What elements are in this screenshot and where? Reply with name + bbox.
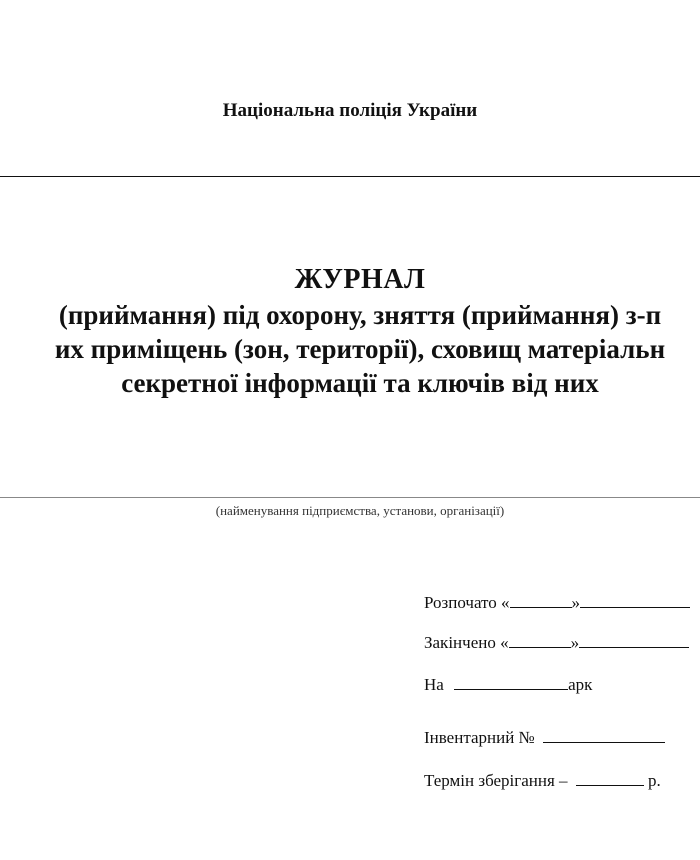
document-subtitle	[0, 298, 700, 400]
organization-header: Національна поліція України	[222, 100, 478, 121]
started-day-blank[interactable]	[510, 592, 572, 608]
retention-suffix: р.	[648, 771, 661, 790]
retention-field	[424, 770, 661, 791]
sheets-suffix: арк	[568, 675, 593, 694]
inventory-label: Інвентарний №	[424, 728, 535, 747]
started-label: Розпочато «	[424, 593, 510, 612]
sheets-label: На	[424, 675, 444, 694]
started-field	[424, 592, 690, 613]
sheets-count-blank[interactable]	[454, 674, 568, 690]
organization-name-caption: (найменування підприємства, установи, організації)	[215, 503, 505, 518]
subtitle-line-2: их приміщень (зон, території), сховищ матеріальн	[54, 334, 666, 364]
finished-field	[424, 632, 689, 653]
inventory-number-blank[interactable]	[543, 727, 665, 743]
finished-day-blank[interactable]	[509, 632, 571, 648]
sheets-field	[424, 674, 592, 695]
retention-years-blank[interactable]	[576, 770, 644, 786]
started-mid: »	[571, 593, 581, 612]
organization-name-line	[0, 497, 700, 498]
header-divider	[0, 176, 700, 177]
subtitle-line-1: (приймання) під охорону, зняття (приймання) з-п	[58, 300, 662, 330]
finished-mid: »	[570, 633, 580, 652]
inventory-field	[424, 727, 665, 748]
document-title: ЖУРНАЛ	[294, 264, 426, 295]
retention-label: Термін зберігання –	[424, 771, 568, 790]
finished-month-blank[interactable]	[579, 632, 689, 648]
finished-label: Закінчено «	[424, 633, 509, 652]
started-month-blank[interactable]	[580, 592, 690, 608]
subtitle-line-3: секретної інформації та ключів від них	[121, 368, 599, 398]
